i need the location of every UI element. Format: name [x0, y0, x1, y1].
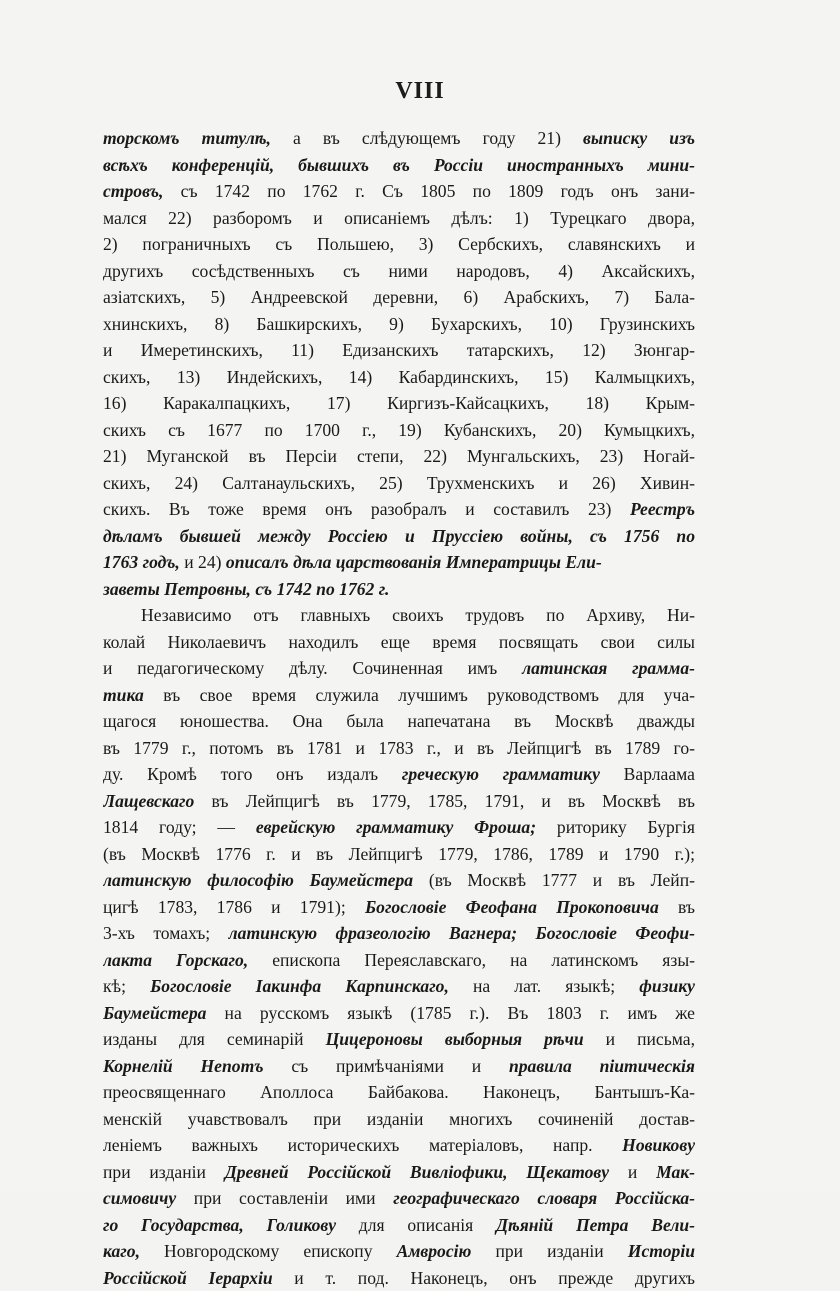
italic-text-segment: тика	[103, 685, 144, 705]
text-line	[103, 390, 695, 417]
text-segment: Новгородскому епископу	[140, 1241, 397, 1261]
text-segment: скихъ. Въ тоже время онъ разобралъ и составилъ 23)	[103, 499, 630, 519]
text-line	[103, 788, 695, 815]
text-line	[103, 337, 695, 364]
text-segment: мался 22) разборомъ и описаніемъ дѣлъ: 1) Турецкаго двора,	[103, 208, 695, 228]
text-segment: 16) Каракалпацкихъ, 17) Киргизъ-Кайсацкихъ, 18) Крым-	[103, 393, 695, 413]
italic-text-segment: географическаго словаря Россійска-	[393, 1188, 695, 1208]
italic-text-segment: физику	[639, 976, 695, 996]
text-line	[103, 894, 695, 921]
text-segment: Независимо отъ главныхъ своихъ трудовъ по Архиву, Ни-	[141, 605, 695, 625]
text-line	[103, 523, 695, 550]
text-segment: другихъ сосѣдственныхъ съ ними народовъ, 4) Аксайскихъ,	[103, 261, 695, 281]
text-line	[103, 152, 695, 179]
text-line	[103, 417, 695, 444]
italic-text-segment: 1763 годъ,	[103, 552, 180, 572]
text-line	[103, 1106, 695, 1133]
italic-text-segment: торскомъ титулѣ,	[103, 128, 271, 148]
text-segment: въ	[659, 897, 695, 917]
text-line	[103, 814, 695, 841]
italic-text-segment: Амвросію	[397, 1241, 472, 1261]
text-line	[103, 178, 695, 205]
italic-text-segment: Исторіи	[628, 1241, 695, 1261]
italic-text-segment: Дѣяній Петра Вели-	[496, 1215, 695, 1235]
italic-text-segment: Лащевскаго	[103, 791, 194, 811]
text-segment: Варлаама	[600, 764, 695, 784]
text-line	[103, 1212, 695, 1239]
text-segment: скихъ, 24) Салтанаульскихъ, 25) Трухменскихъ и 26) Хивин-	[103, 473, 695, 493]
text-line	[103, 1238, 695, 1265]
text-line	[103, 470, 695, 497]
text-line	[103, 125, 695, 152]
italic-text-segment: всѣхъ конференцій, бывшихъ въ Россіи иностранныхъ мини-	[103, 155, 695, 175]
text-line	[103, 973, 695, 1000]
italic-text-segment: Богословіе Феофана Прокоповича	[365, 897, 659, 917]
italic-text-segment: стровъ,	[103, 181, 163, 201]
text-segment: а въ слѣдующемъ году 21)	[271, 128, 583, 148]
text-line	[103, 549, 695, 576]
text-segment: для описанія	[336, 1215, 496, 1235]
text-segment: и	[609, 1162, 656, 1182]
text-segment: въ Лейпцигѣ въ 1779, 1785, 1791, и въ Москвѣ въ	[194, 791, 695, 811]
text-line	[103, 761, 695, 788]
text-segment: цигѣ 1783, 1786 и 1791);	[103, 897, 365, 917]
text-segment: кѣ;	[103, 976, 150, 996]
text-line	[103, 1026, 695, 1053]
text-segment: ду. Кромѣ того онъ издалъ	[103, 764, 402, 784]
italic-text-segment: латинскую философію Баумейстера	[103, 870, 413, 890]
text-line	[103, 920, 695, 947]
text-line	[103, 1053, 695, 1080]
italic-text-segment: Реестръ	[630, 499, 695, 519]
text-segment: скихъ съ 1677 по 1700 г., 19) Кубанскихъ, 20) Кумыцкихъ,	[103, 420, 695, 440]
text-line	[103, 708, 695, 735]
text-line	[103, 284, 695, 311]
text-segment: менскій учавствовалъ при изданіи многихъ сочиненій достав-	[103, 1109, 695, 1129]
text-line	[103, 364, 695, 391]
italic-text-segment: описалъ дѣла царствованія Императрицы Ели-	[226, 552, 602, 572]
text-segment: 1814 году; —	[103, 817, 256, 837]
text-segment: епископа Переяславскаго, на латинскомъ язы-	[248, 950, 695, 970]
italic-text-segment: латинская грамма-	[522, 658, 695, 678]
text-segment: щагося юношества. Она была напечатана въ Москвѣ дважды	[103, 711, 695, 731]
italic-text-segment: дѣламъ бывшей между Россіею и Пруссіею войны, съ 1756 по	[103, 526, 695, 546]
text-segment: въ свое время служила лучшимъ руководствомъ для уча-	[144, 685, 695, 705]
text-line	[103, 1185, 695, 1212]
italic-text-segment: Мак-	[656, 1162, 695, 1182]
text-segment: на лат. языкѣ;	[449, 976, 639, 996]
body-text	[103, 125, 695, 1291]
text-segment: на русскомъ языкѣ (1785 г.). Въ 1803 г. имъ же	[206, 1003, 695, 1023]
text-segment: съ примѣчаніями и	[264, 1056, 509, 1076]
italic-text-segment: Цицероновы выборныя рѣчи	[326, 1029, 584, 1049]
text-segment: (въ Москвѣ 1777 и въ Лейп-	[413, 870, 695, 890]
page-number: VIII	[0, 78, 840, 105]
italic-text-segment: еврейскую грамматику Фроша;	[256, 817, 536, 837]
text-line	[103, 1265, 695, 1291]
text-segment: 2) пограничныхъ съ Польшею, 3) Сербскихъ, славянскихъ и	[103, 234, 695, 254]
text-line	[103, 1079, 695, 1106]
text-segment: изданы для семинарій	[103, 1029, 326, 1049]
text-line	[103, 947, 695, 974]
text-segment: при изданіи	[471, 1241, 627, 1261]
text-line	[103, 682, 695, 709]
italic-text-segment: каго,	[103, 1241, 140, 1261]
text-line	[103, 258, 695, 285]
text-line	[103, 1132, 695, 1159]
text-segment: при составленіи ими	[176, 1188, 393, 1208]
italic-text-segment: Богословіе Іакинфа Карпинскаго,	[150, 976, 449, 996]
text-line	[103, 655, 695, 682]
text-segment: и 24)	[180, 552, 226, 572]
text-line	[103, 841, 695, 868]
text-line	[103, 443, 695, 470]
italic-text-segment: симовичу	[103, 1188, 176, 1208]
italic-text-segment: Новикову	[622, 1135, 695, 1155]
text-segment: преосвященнаго Аполлоса Байбакова. Наконецъ, Бантышъ-Ка-	[103, 1082, 695, 1102]
italic-text-segment: Древней Россійской Вивліофики, Щекатову	[225, 1162, 609, 1182]
italic-text-segment: го Государства, Голикову	[103, 1215, 336, 1235]
text-segment: леніемъ важныхъ историческихъ матеріаловъ, напр.	[103, 1135, 622, 1155]
text-line	[103, 867, 695, 894]
text-segment: (въ Москвѣ 1776 г. и въ Лейпцигѣ 1779, 1786, 1789 и 1790 г.);	[103, 844, 695, 864]
italic-text-segment: лакта Горскаго,	[103, 950, 248, 970]
italic-text-segment: правила піитическія	[509, 1056, 695, 1076]
text-line	[103, 576, 695, 603]
text-segment: 21) Муганской въ Персіи степи, 22) Мунгальскихъ, 23) Ногай-	[103, 446, 695, 466]
italic-text-segment: заветы Петровны, съ 1742 по 1762 г.	[103, 579, 389, 599]
text-line	[103, 205, 695, 232]
text-line	[103, 629, 695, 656]
text-line	[103, 735, 695, 762]
text-line	[103, 496, 695, 523]
italic-text-segment: латинскую фразеологію Вагнера; Богословіе Феофи-	[229, 923, 695, 943]
italic-text-segment: Баумейстера	[103, 1003, 206, 1023]
text-line	[103, 602, 695, 629]
text-segment: и т. под. Наконецъ, онъ прежде другихъ	[273, 1268, 695, 1288]
text-segment: хнинскихъ, 8) Башкирскихъ, 9) Бухарскихъ, 10) Грузинскихъ	[103, 314, 695, 334]
text-line	[103, 1159, 695, 1186]
italic-text-segment: Россійской Іерархіи	[103, 1268, 273, 1288]
text-line	[103, 311, 695, 338]
text-segment: риторику Бургія	[536, 817, 695, 837]
text-segment: и письма,	[584, 1029, 695, 1049]
text-segment: въ 1779 г., потомъ въ 1781 и 1783 г., и въ Лейпцигѣ въ 1789 го-	[103, 738, 695, 758]
text-segment: и педагогическому дѣлу. Сочиненная имъ	[103, 658, 522, 678]
text-segment: скихъ, 13) Индейскихъ, 14) Кабардинскихъ, 15) Калмыцкихъ,	[103, 367, 695, 387]
italic-text-segment: выписку изъ	[583, 128, 695, 148]
text-segment: азіатскихъ, 5) Андреевской деревни, 6) Арабскихъ, 7) Бала-	[103, 287, 695, 307]
text-line	[103, 1000, 695, 1027]
text-segment: 3-хъ томахъ;	[103, 923, 229, 943]
text-line	[103, 231, 695, 258]
text-segment: съ 1742 по 1762 г. Съ 1805 по 1809 годъ онъ зани-	[163, 181, 695, 201]
italic-text-segment: Корнелій Непотъ	[103, 1056, 264, 1076]
italic-text-segment: греческую грамматику	[402, 764, 600, 784]
text-segment: колай Николаевичъ находилъ еще время посвящать свои силы	[103, 632, 695, 652]
text-segment: и Имеретинскихъ, 11) Едизанскихъ татарскихъ, 12) Зюнгар-	[103, 340, 695, 360]
text-segment: при изданіи	[103, 1162, 225, 1182]
